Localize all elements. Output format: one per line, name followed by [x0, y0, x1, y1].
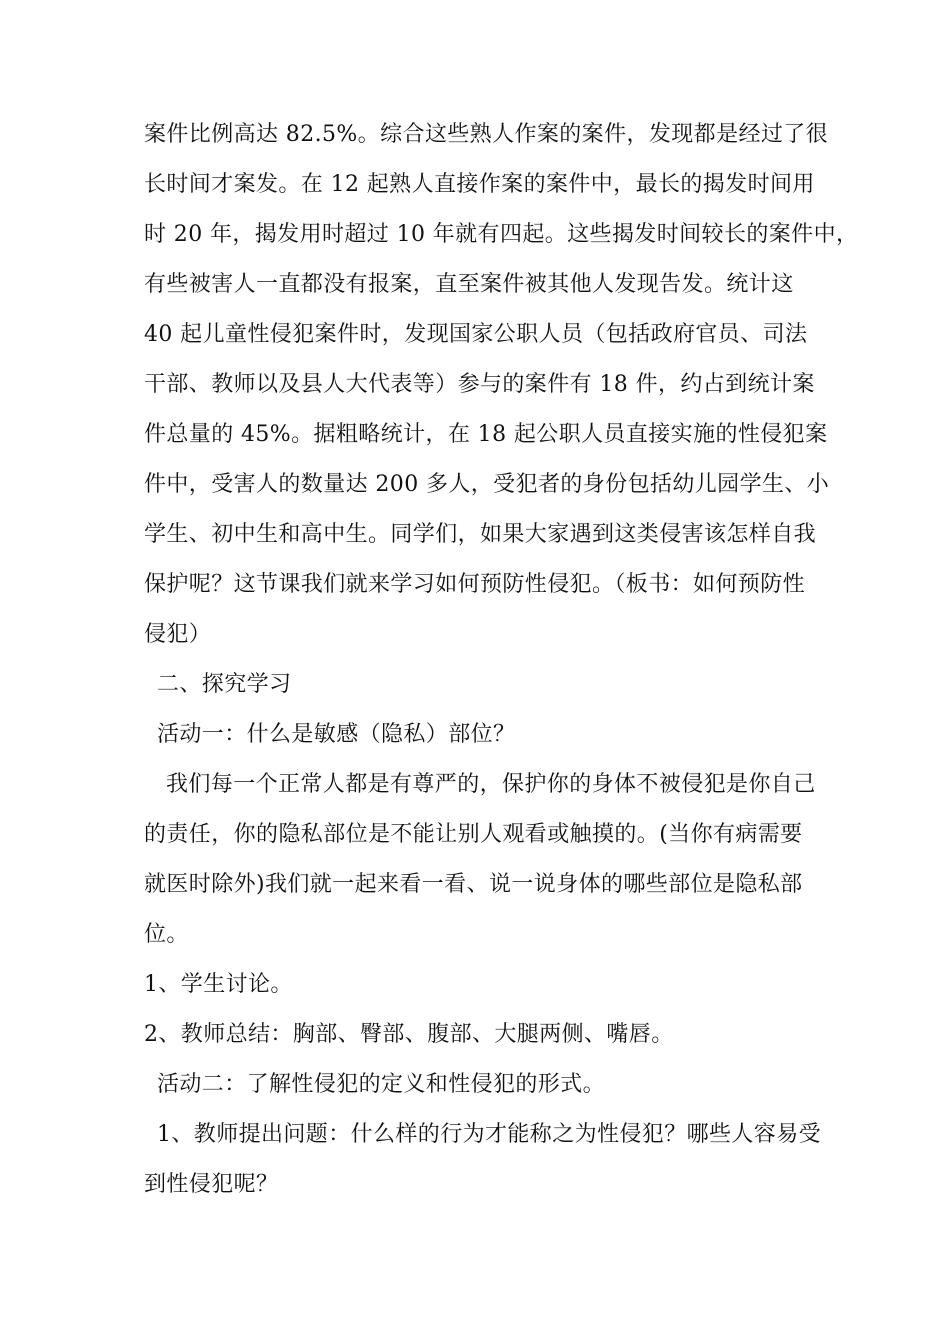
paragraph-line: 时 20 年，揭发用时超过 10 年就有四起。这些揭发时间较长的案件中， — [144, 222, 859, 247]
paragraph-line: 干部、教师以及县人大代表等）参与的案件有 18 件，约占到统计案 — [144, 372, 815, 397]
paragraph-line: 到性侵犯呢？ — [144, 1172, 279, 1197]
paragraph-line: 40 起儿童性侵犯案件时，发现国家公职人员（包括政府官员、司法 — [144, 322, 808, 347]
activity1-heading: 活动一：什么是敏感（隐私）部位？ — [157, 722, 516, 747]
list-item-discuss: 1、学生讨论。 — [144, 972, 293, 997]
paragraph-line: 的责任，你的隐私部位是不能让别人观看或触摸的。(当你有病需要 — [144, 822, 803, 847]
section-heading: 二、探究学习 — [157, 672, 292, 697]
list-item-summary: 2、教师总结：胸部、臀部、腹部、大腿两侧、嘴唇。 — [144, 1022, 674, 1047]
paragraph-line: 件中，受害人的数量达 200 多人，受犯者的身份包括幼儿园学生、小 — [144, 472, 830, 497]
paragraph-line: 有些被害人一直都没有报案，直至案件被其他人发现告发。统计这 — [144, 272, 794, 297]
paragraph-line: 1、教师提出问题：什么样的行为才能称之为性侵犯？哪些人容易受 — [157, 1122, 821, 1147]
paragraph-line: 侵犯） — [144, 622, 212, 647]
paragraph-line: 长时间才案发。在 12 起熟人直接作案的案件中，最长的揭发时间用 — [144, 172, 815, 197]
paragraph-line: 学生、初中生和高中生。同学们，如果大家遇到这类侵害该怎样自我 — [144, 522, 817, 547]
activity2-heading: 活动二：了解性侵犯的定义和性侵犯的形式。 — [157, 1072, 606, 1097]
paragraph-line: 件总量的 45%。据粗略统计，在 18 起公职人员直接实施的性侵犯案 — [144, 422, 828, 447]
paragraph-line: 案件比例高达 82.5%。综合这些熟人作案的案件，发现都是经过了很 — [144, 122, 829, 147]
paragraph-line: 位。 — [144, 922, 189, 947]
paragraph-line: 我们每一个正常人都是有尊严的，保护你的身体不被侵犯是你自己 — [166, 772, 816, 797]
paragraph-line: 就医时除外)我们就一起来看一看、说一说身体的哪些部位是隐私部 — [144, 872, 803, 897]
paragraph-line: 保护呢？这节课我们就来学习如何预防性侵犯。（板书：如何预防性 — [144, 572, 806, 597]
